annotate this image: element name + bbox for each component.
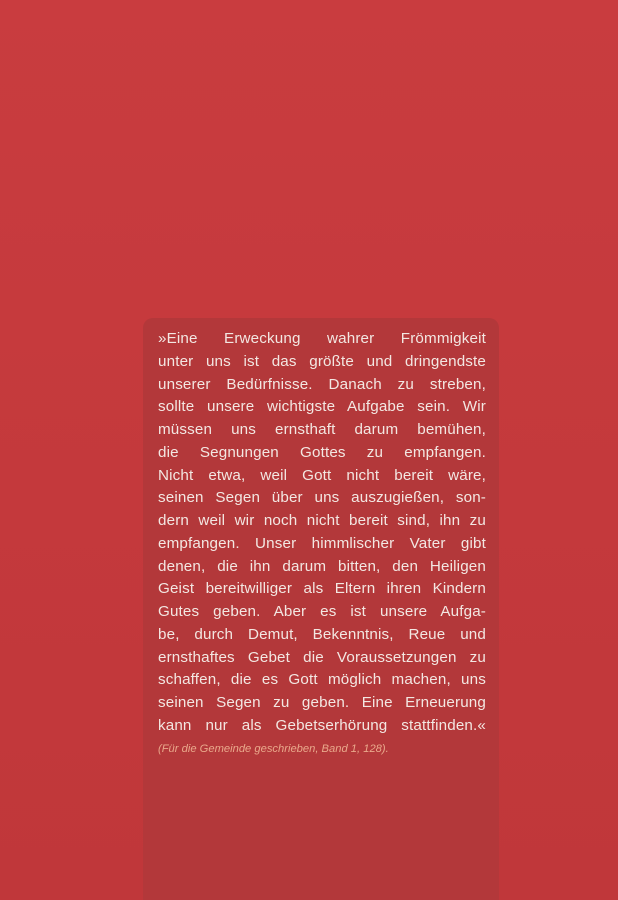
quote-line: dern weil wir noch nicht bereit sind, ihn zu	[158, 512, 486, 529]
quote-line: seinen Segen zu geben. Eine Erneuerung	[158, 694, 486, 711]
quote-line: denen, die ihn darum bitten, den Heiligen	[158, 557, 486, 575]
quote-line: Gutes geben. Aber es ist unsere Aufga-	[158, 603, 486, 620]
quote-line: Nicht etwa, weil Gott nicht bereit wäre,	[158, 466, 486, 484]
quote-line: seinen Segen über uns auszugießen, son-	[158, 489, 486, 507]
quote-line: schaffen, die es Gott möglich machen, uns	[158, 671, 486, 689]
quote-line: be, durch Demut, Bekenntnis, Reue und	[158, 625, 486, 643]
quote-line: die Segnungen Gottes zu empfangen.	[158, 443, 486, 461]
quote-panel	[143, 318, 499, 900]
quote-line: Geist bereitwilliger als Eltern ihren Kindern	[158, 580, 486, 598]
quote-line: unserer Bedürfnisse. Danach zu streben,	[158, 375, 486, 393]
quote-line: unter uns ist das größte und dringendste	[158, 352, 486, 370]
quote-line: kann nur als Gebetserhörung stattfinden.«	[158, 716, 486, 734]
quote-line: ernsthaftes Gebet die Voraussetzungen zu	[158, 648, 486, 666]
quote-citation: (Für die Gemeinde geschrieben, Band 1, 128).	[158, 742, 389, 755]
quote-line: müssen uns ernsthaft darum bemühen,	[158, 421, 486, 438]
quote-line: »Eine Erweckung wahrer Frömmigkeit	[158, 330, 486, 347]
quote-line: empfangen. Unser himmlischer Vater gibt	[158, 534, 486, 552]
quote-text	[158, 328, 486, 738]
quote-line: sollte unsere wichtigste Aufgabe sein. Wir	[158, 398, 486, 416]
